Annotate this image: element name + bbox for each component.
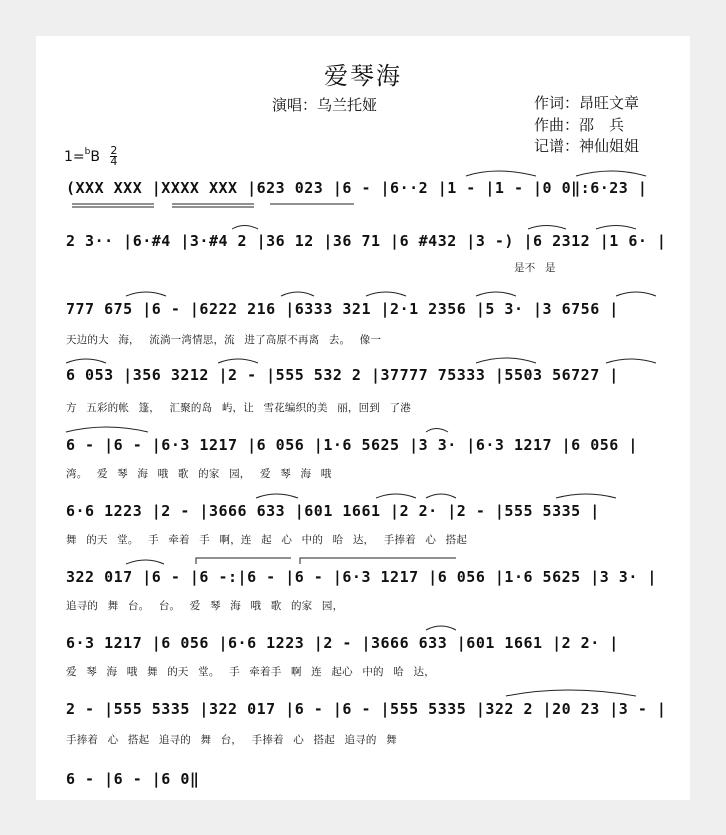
song-title: 爱琴海 [324,62,402,90]
lyric-row-7: 追寻的 舞 台。 台。 爱 琴 海 哦 歌 的家 园， [66,600,344,612]
slur-arc [281,292,314,296]
lyricist-credit: 作词：昂旺文章 [534,94,640,112]
beam-line [72,204,154,207]
time-signature [110,146,117,167]
slur-arc [426,429,448,433]
time-signature-top: 2 [110,144,118,157]
notation-row-10: 6 - |6 - |6 0‖ [66,770,200,788]
slur-arc [66,359,106,363]
lyric-row-6: 舞 的天 堂。 手 牵着 手 啊，连 起 心 中的 哈 达， 手捧着 心 搭起 [66,534,468,546]
lyric-row-3: 天边的大 海， 流淌一湾情思，流 进了高原不再离 去。 像一 [66,334,382,346]
slur-arc [66,427,148,432]
slur-arc [506,690,636,696]
slur-arc [218,359,258,363]
notation-row-3: 777 675 |6 - |6222 216 |6333 321 |2·1 2356 |5 3· |3 6756 | [66,300,619,318]
slur-arc [256,494,298,498]
slur-arc [466,171,536,176]
score-sheet [36,36,690,800]
slur-arc [528,226,566,230]
slur-arc [596,226,636,230]
notation-row-6: 6·6 1223 |2 - |3666 633 |601 1661 |2 2· |2 - |555 5335 | [66,502,600,520]
notation-row-1: (XXX XXX |XXXX XXX |623 023 |6 - |6··2 |1 - |1 - |0 0‖:6·23 | [66,179,648,197]
notation-row-7: 322 017 |6 - |6 -:|6 - |6 - |6·3 1217 |6 056 |1·6 5625 |3 3· | [66,568,657,586]
lyric-row-2: 是不 是 [514,262,556,274]
beam-line [172,204,254,207]
slur-arc [616,292,656,296]
composer-credit: 作曲：邵 兵 [534,116,625,134]
transcriber-credit: 记谱：神仙姐姐 [534,137,640,155]
key-prefix: 1= [64,149,85,165]
notation-row-4: 6 053 |356 3212 |2 - |555 532 2 |37777 75333 |5503 56727 | [66,366,619,384]
slur-arc [476,358,536,363]
lyric-row-8: 爱 琴 海 哦 舞 的天 堂。 手 牵着手 啊 连 起心 中的 哈 达， [66,666,435,678]
notation-row-9: 2 - |555 5335 |322 017 |6 - |6 - |555 5335 |322 2 |20 23 |3 - | [66,700,667,718]
slur-arc [376,494,416,498]
slur-arc [426,494,456,498]
notation-row-8: 6·3 1217 |6 056 |6·6 1223 |2 - |3666 633 |601 1661 |2 2· | [66,634,619,652]
notation-row-5: 6 - |6 - |6·3 1217 |6 056 |1·6 5625 |3 3· |6·3 1217 |6 056 | [66,436,638,454]
slur-arc [232,226,258,230]
flat-sign: b [84,147,91,157]
slur-arc [556,494,616,498]
volta-bracket-1 [196,558,291,564]
volta-bracket-2 [300,558,456,564]
slur-arc [606,359,656,363]
lyric-row-9: 手捧着 心 搭起 追寻的 舞 台， 手捧着 心 搭起 追寻的 舞 [66,734,397,746]
slur-arc [426,626,456,630]
key-note: B [90,149,100,165]
lyric-row-4: 方 五彩的帐 篷， 汇聚的岛 屿，让 雪花编织的美 丽，回到 了港 [66,402,411,414]
lyric-row-5: 湾。 爱 琴 海 哦 歌 的家 园， 爱 琴 海 哦 [66,468,332,480]
slur-arc [126,560,164,564]
singer-credit: 演唱：乌兰托娅 [272,96,378,114]
slur-arc [576,171,646,176]
time-signature-bottom: 4 [110,155,118,168]
slur-arc [366,292,406,296]
slur-arc [476,292,516,296]
notation-row-2: 2 3·· |6·#4 |3·#4 2 |36 12 |36 71 |6 #432 |3 -) |6 2312 |1 6· | [66,232,667,250]
key-signature [64,146,117,167]
slur-arc [126,292,166,296]
